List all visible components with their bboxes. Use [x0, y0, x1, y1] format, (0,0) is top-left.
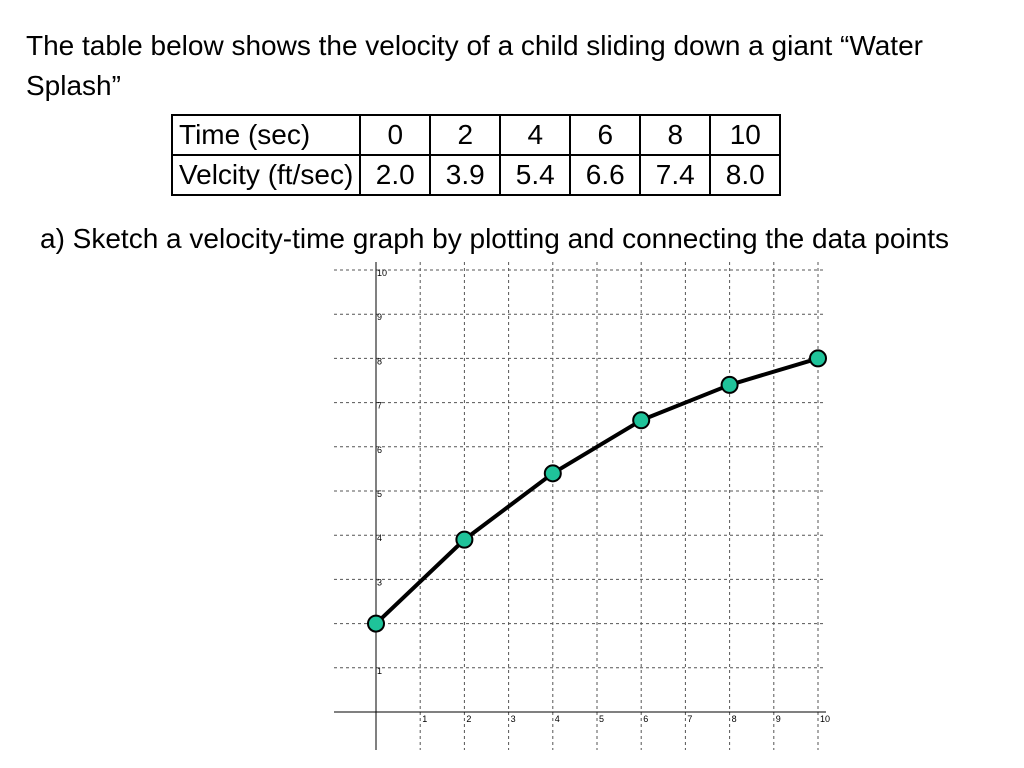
y-tick-label: 1 — [377, 665, 383, 676]
data-point — [810, 350, 826, 366]
x-tick-label: 10 — [820, 714, 831, 724]
x-tick-label: 3 — [510, 714, 516, 724]
x-tick-label: 6 — [643, 714, 649, 724]
time-cell: 8 — [640, 115, 710, 155]
y-tick-label: 8 — [377, 356, 383, 367]
x-tick-label: 1 — [422, 714, 428, 724]
y-tick-label: 3 — [377, 577, 383, 588]
time-cell: 6 — [570, 115, 640, 155]
time-cell: 4 — [500, 115, 570, 155]
x-tick-label: 4 — [554, 714, 560, 724]
time-cell: 2 — [430, 115, 500, 155]
velocity-cell: 8.0 — [710, 155, 780, 195]
x-tick-label: 9 — [775, 714, 781, 724]
data-point — [722, 377, 738, 393]
y-tick-label: 10 — [377, 268, 388, 278]
data-point — [368, 616, 384, 632]
velocity-cell: 2.0 — [360, 155, 430, 195]
y-tick-label: 6 — [377, 444, 383, 455]
velocity-cell: 7.4 — [640, 155, 710, 195]
velocity-cell: 3.9 — [430, 155, 500, 195]
task-instruction: a) Sketch a velocity-time graph by plotting and connecting the data points — [40, 223, 949, 254]
data-point — [456, 532, 472, 548]
data-point — [545, 465, 561, 481]
x-tick-label: 5 — [599, 714, 605, 724]
y-tick-label: 9 — [377, 312, 383, 323]
y-tick-label: 5 — [377, 489, 383, 499]
x-tick-label: 7 — [687, 714, 693, 724]
x-tick-label: 8 — [731, 714, 737, 724]
time-row-label: Time (sec) — [172, 115, 360, 155]
time-cell: 10 — [710, 115, 780, 155]
y-tick-label: 7 — [377, 400, 383, 411]
velocity-row-label: Velcity (ft/sec) — [172, 155, 360, 195]
data-point — [633, 412, 649, 428]
x-tick-label: 2 — [466, 714, 472, 724]
problem-statement: The table below shows the velocity of a child sliding down a giant “Water Splash” — [26, 30, 923, 101]
velocity-cell: 6.6 — [570, 155, 640, 195]
time-cell: 0 — [360, 115, 430, 155]
velocity-cell: 5.4 — [500, 155, 570, 195]
y-tick-label: 4 — [377, 533, 383, 544]
